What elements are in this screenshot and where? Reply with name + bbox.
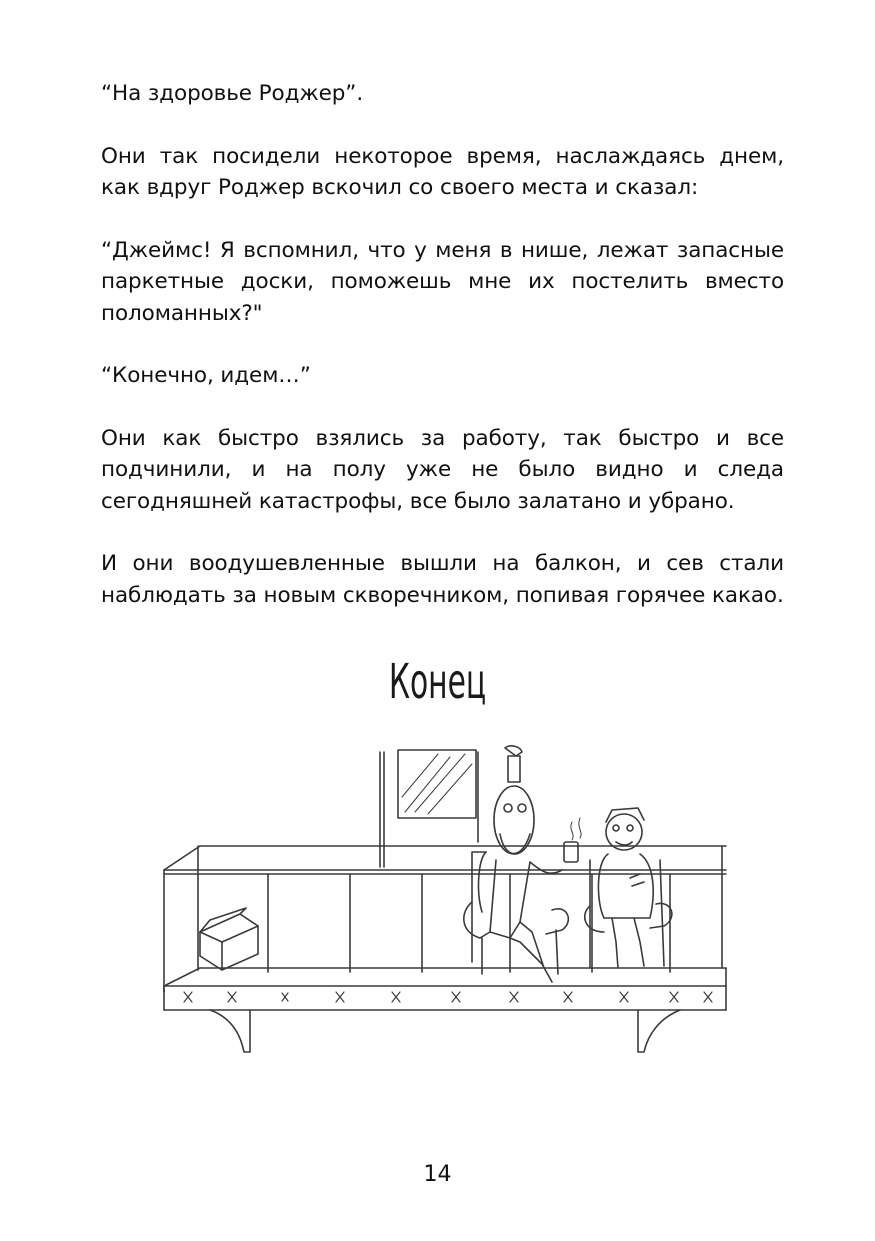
box-sketch xyxy=(200,908,258,970)
wall-frame xyxy=(380,752,478,867)
paragraph: “Джеймс! Я вспомнил, что у меня в нише, лежат запасные паркетные доски, поможешь мне их постелить вместо поломанных?" xyxy=(101,237,784,326)
paragraph: “Конечно, идем…” xyxy=(101,363,311,388)
paragraph: Они как быстро взялись за работу, так быстро и все подчинили, и на полу уже не было видно и следа сегодняшней катастрофы, все было залатано и убрано. xyxy=(101,425,784,514)
balcony-floor xyxy=(164,968,726,1010)
paragraph: Они так посидели некоторое время, наслаждаясь днем, как вдруг Роджер вскочил со своего места и сказал: xyxy=(101,143,784,200)
story-text xyxy=(101,78,784,611)
balcony-supports xyxy=(210,1010,680,1052)
paragraph: “На здоровье Роджер”. xyxy=(101,81,364,106)
paragraph: И они воодушевленные вышли на балкон, и сев стали наблюдать за новым скворечником, попивая горячее какао. xyxy=(101,551,784,608)
window xyxy=(398,750,476,818)
character-roger xyxy=(464,746,581,982)
page-number: 14 xyxy=(423,1162,452,1187)
character-james xyxy=(585,808,672,968)
balcony-illustration xyxy=(160,742,730,1060)
ending-title: Конец xyxy=(388,654,487,710)
